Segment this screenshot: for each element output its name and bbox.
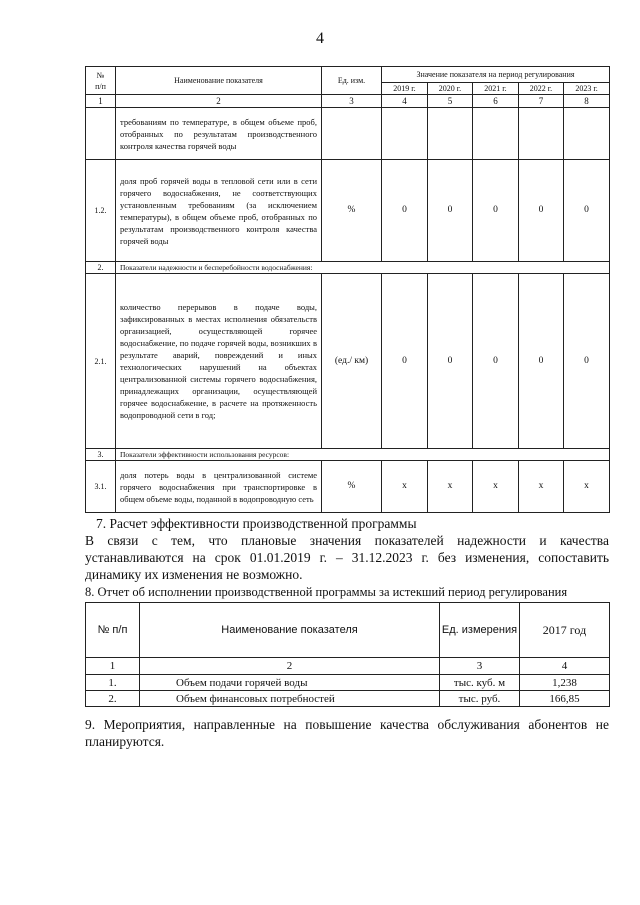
row-num: 1. <box>86 675 140 691</box>
row-value: 0 <box>564 160 610 262</box>
row-num: 2.1. <box>86 274 116 449</box>
table-row <box>86 461 610 513</box>
row-value: 0 <box>382 274 428 449</box>
row-value <box>382 108 428 160</box>
section7-body: В связи с тем, что плановые значения показателей надежности и качества устанавливаются на срок 01.01.2019 г. – 31.12.2023 г. без изменения, сопоставить динамику их изменения не возможно. <box>85 533 609 582</box>
row-unit: (ед./ км) <box>322 274 382 449</box>
section-row <box>86 449 610 461</box>
col-number: 4 <box>520 658 610 675</box>
row-value: 0 <box>473 160 519 262</box>
section9-body: 9. Мероприятия, направленные на повышение качества обслуживания абонентов не планируются. <box>85 717 609 749</box>
row-name: доля потерь воды в централизованной системе горячего водоснабжения при транспортировке в общем объеме воды, поданной в водопроводную сеть <box>116 461 322 513</box>
row-name: Объем подачи горячей воды <box>140 675 440 691</box>
row-name: доля проб горячей воды в тепловой сети или в сети горячего водоснабжения, не соответствующих установленным требованиям (за исключением температуры), в общем объеме проб, отобранных по результатам производственного контроля качества горячей воды <box>116 160 322 262</box>
row-name: Объем финансовых потребностей <box>140 691 440 707</box>
section-title: Показатели эффективности использования ресурсов: <box>116 449 610 461</box>
header-name: Наименование показателя <box>140 603 440 658</box>
row-num: 2. <box>86 691 140 707</box>
section-num: 3. <box>86 449 116 461</box>
col-number: 6 <box>473 95 519 108</box>
header-num: № п/п <box>86 67 116 95</box>
section-num: 2. <box>86 262 116 274</box>
col-number: 1 <box>86 658 140 675</box>
table-row <box>86 675 610 691</box>
header-year: 2019 г. <box>382 83 428 95</box>
table-row <box>86 274 610 449</box>
row-num: 1.2. <box>86 160 116 262</box>
row-value: 0 <box>519 160 564 262</box>
header-values-group: Значение показателя на период регулирования <box>382 67 610 83</box>
row-name: требованиям по температуре, в общем объеме проб, отобранных по результатам производственного контроля качества горячей воды <box>116 108 322 160</box>
row-value: x <box>428 461 473 513</box>
col-number: 8 <box>564 95 610 108</box>
col-number: 7 <box>519 95 564 108</box>
section7-heading: 7. Расчет эффективности производственной программы <box>96 516 417 531</box>
header-num: № п/п <box>86 603 140 658</box>
row-value: x <box>519 461 564 513</box>
row-unit: тыс. куб. м <box>440 675 520 691</box>
report-table <box>85 602 610 707</box>
row-value: 0 <box>519 274 564 449</box>
row-num: 3.1. <box>86 461 116 513</box>
row-value <box>519 108 564 160</box>
row-value: x <box>564 461 610 513</box>
col-number: 4 <box>382 95 428 108</box>
header-year: 2023 г. <box>564 83 610 95</box>
row-unit: % <box>322 461 382 513</box>
row-value <box>564 108 610 160</box>
row-unit <box>322 108 382 160</box>
table-row <box>86 691 610 707</box>
section-title: Показатели надежности и бесперебойности водоснабжения: <box>116 262 610 274</box>
header-year: 2021 г. <box>473 83 519 95</box>
header-unit: Ед. измерения <box>440 603 520 658</box>
header-unit: Ед. изм. <box>322 67 382 95</box>
row-value: 166,85 <box>520 691 610 707</box>
col-number: 3 <box>440 658 520 675</box>
col-number: 5 <box>428 95 473 108</box>
row-unit: % <box>322 160 382 262</box>
col-number: 2 <box>140 658 440 675</box>
page-number: 4 <box>316 30 324 47</box>
row-value: 0 <box>473 274 519 449</box>
header-name: Наименование показателя <box>116 67 322 95</box>
table-row <box>86 108 610 160</box>
header-year: 2017 год <box>520 603 610 658</box>
row-value: x <box>473 461 519 513</box>
table-row <box>86 160 610 262</box>
col-number: 1 <box>86 95 116 108</box>
section-row <box>86 262 610 274</box>
col-number: 2 <box>116 95 322 108</box>
row-value: x <box>382 461 428 513</box>
row-value: 1,238 <box>520 675 610 691</box>
header-year: 2020 г. <box>428 83 473 95</box>
row-value: 0 <box>564 274 610 449</box>
section8-heading: 8. Отчет об исполнении производственной программы за истекший период регулирования <box>85 585 568 599</box>
row-unit: тыс. руб. <box>440 691 520 707</box>
row-value <box>428 108 473 160</box>
indicators-table <box>85 66 610 513</box>
row-value: 0 <box>382 160 428 262</box>
row-value: 0 <box>428 160 473 262</box>
row-value <box>473 108 519 160</box>
row-num <box>86 108 116 160</box>
col-number: 3 <box>322 95 382 108</box>
header-year: 2022 г. <box>519 83 564 95</box>
row-value: 0 <box>428 274 473 449</box>
row-name: количество перерывов в подаче воды, зафиксированных в местах исполнения обязательств организацией, осуществляющей горячее водоснабжение, по подаче горячей воды, возникших в результате аварий, повреждений и иных технологических нарушений на объектах централизованной системы горячего водоснабжения, принадлежащих организации, осуществляющей горячее водоснабжение, в расчете на протяженность водопроводной сети в год; <box>116 274 322 449</box>
